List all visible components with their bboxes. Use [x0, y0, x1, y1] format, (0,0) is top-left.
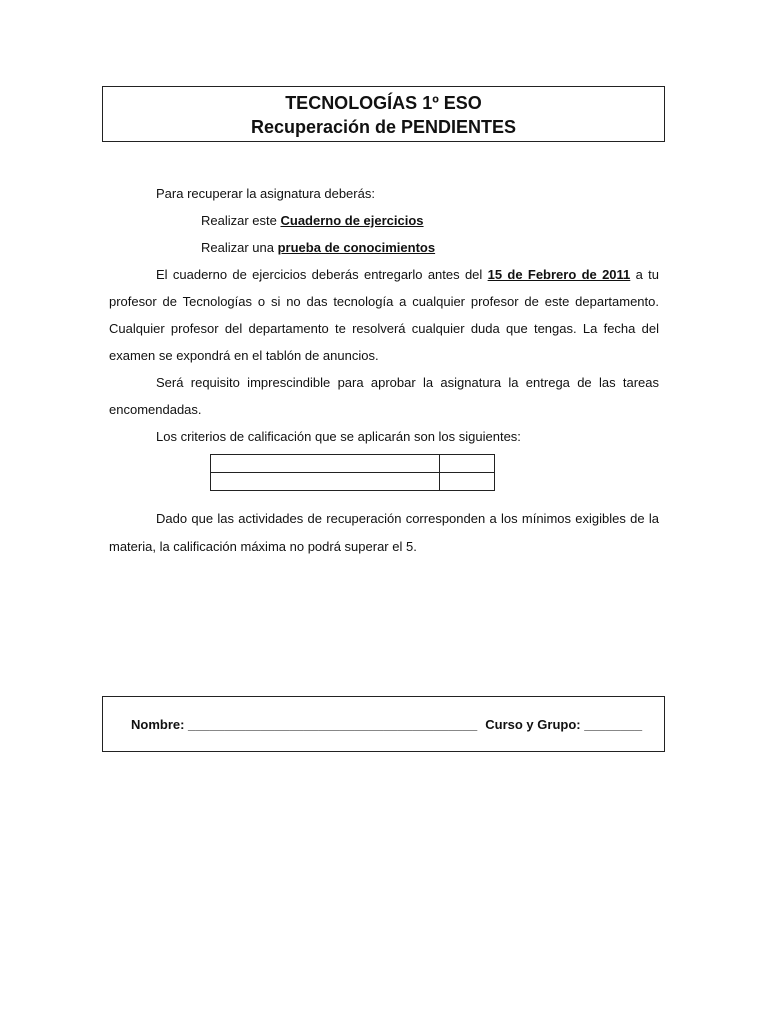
max-grade-paragraph: Dado que las actividades de recuperación corresponden a los mínimos exigibles de la materia, la calificación máxima no podrá superar el 5.: [109, 511, 659, 554]
criteria-table: [210, 454, 495, 491]
requirement-item-2: [109, 234, 659, 261]
table-cell: [440, 455, 495, 473]
name-field-label: Nombre: ________________________________________: [131, 717, 478, 732]
requirement-paragraph: Será requisito imprescindible para aprobar la asignatura la entrega de las tareas encomendadas.: [109, 375, 659, 417]
table-row: [211, 473, 495, 491]
requirement-item-1-emphasis: Cuaderno de ejercicios: [280, 213, 424, 228]
requirement-item-1-prefix: Realizar este: [201, 213, 281, 228]
document-title: TECNOLOGÍAS 1º ESO: [285, 93, 482, 113]
group-field-label: Curso y Grupo: ________: [485, 717, 643, 732]
table-cell: [440, 473, 495, 491]
table-row: [211, 455, 495, 473]
max-grade-note: [109, 505, 659, 561]
document-subtitle: Recuperación de PENDIENTES: [250, 117, 517, 137]
deadline-paragraph-prefix: El cuaderno de ejercicios deberás entregarlo antes del: [156, 267, 488, 282]
table-cell: [211, 455, 440, 473]
requirement-item-2-prefix: Realizar una: [201, 240, 278, 255]
title-box: [102, 86, 665, 142]
requirement-item-1: [109, 207, 659, 234]
deadline-date: 15 de Febrero de 2011: [487, 267, 631, 282]
table-cell: [211, 473, 440, 491]
deadline-paragraph-suffix: a tu profesor de Tecnologías o si no das tecnología a cualquier profesor de este departamento. Cualquier profesor del departamento te resolverá cualquier duda que tengas. La fecha del examen se expondrá en el tablón de anuncios.: [109, 267, 659, 363]
criteria-intro: Los criterios de calificación que se aplicarán son los siguientes:: [156, 429, 521, 444]
requirement-item-2-emphasis: prueba de conocimientos: [277, 240, 436, 255]
student-info-box: [102, 696, 665, 752]
deadline-paragraph: [109, 261, 659, 369]
intro-paragraph: Para recuperar la asignatura deberás:: [156, 186, 375, 201]
instructions-body: [109, 180, 659, 450]
